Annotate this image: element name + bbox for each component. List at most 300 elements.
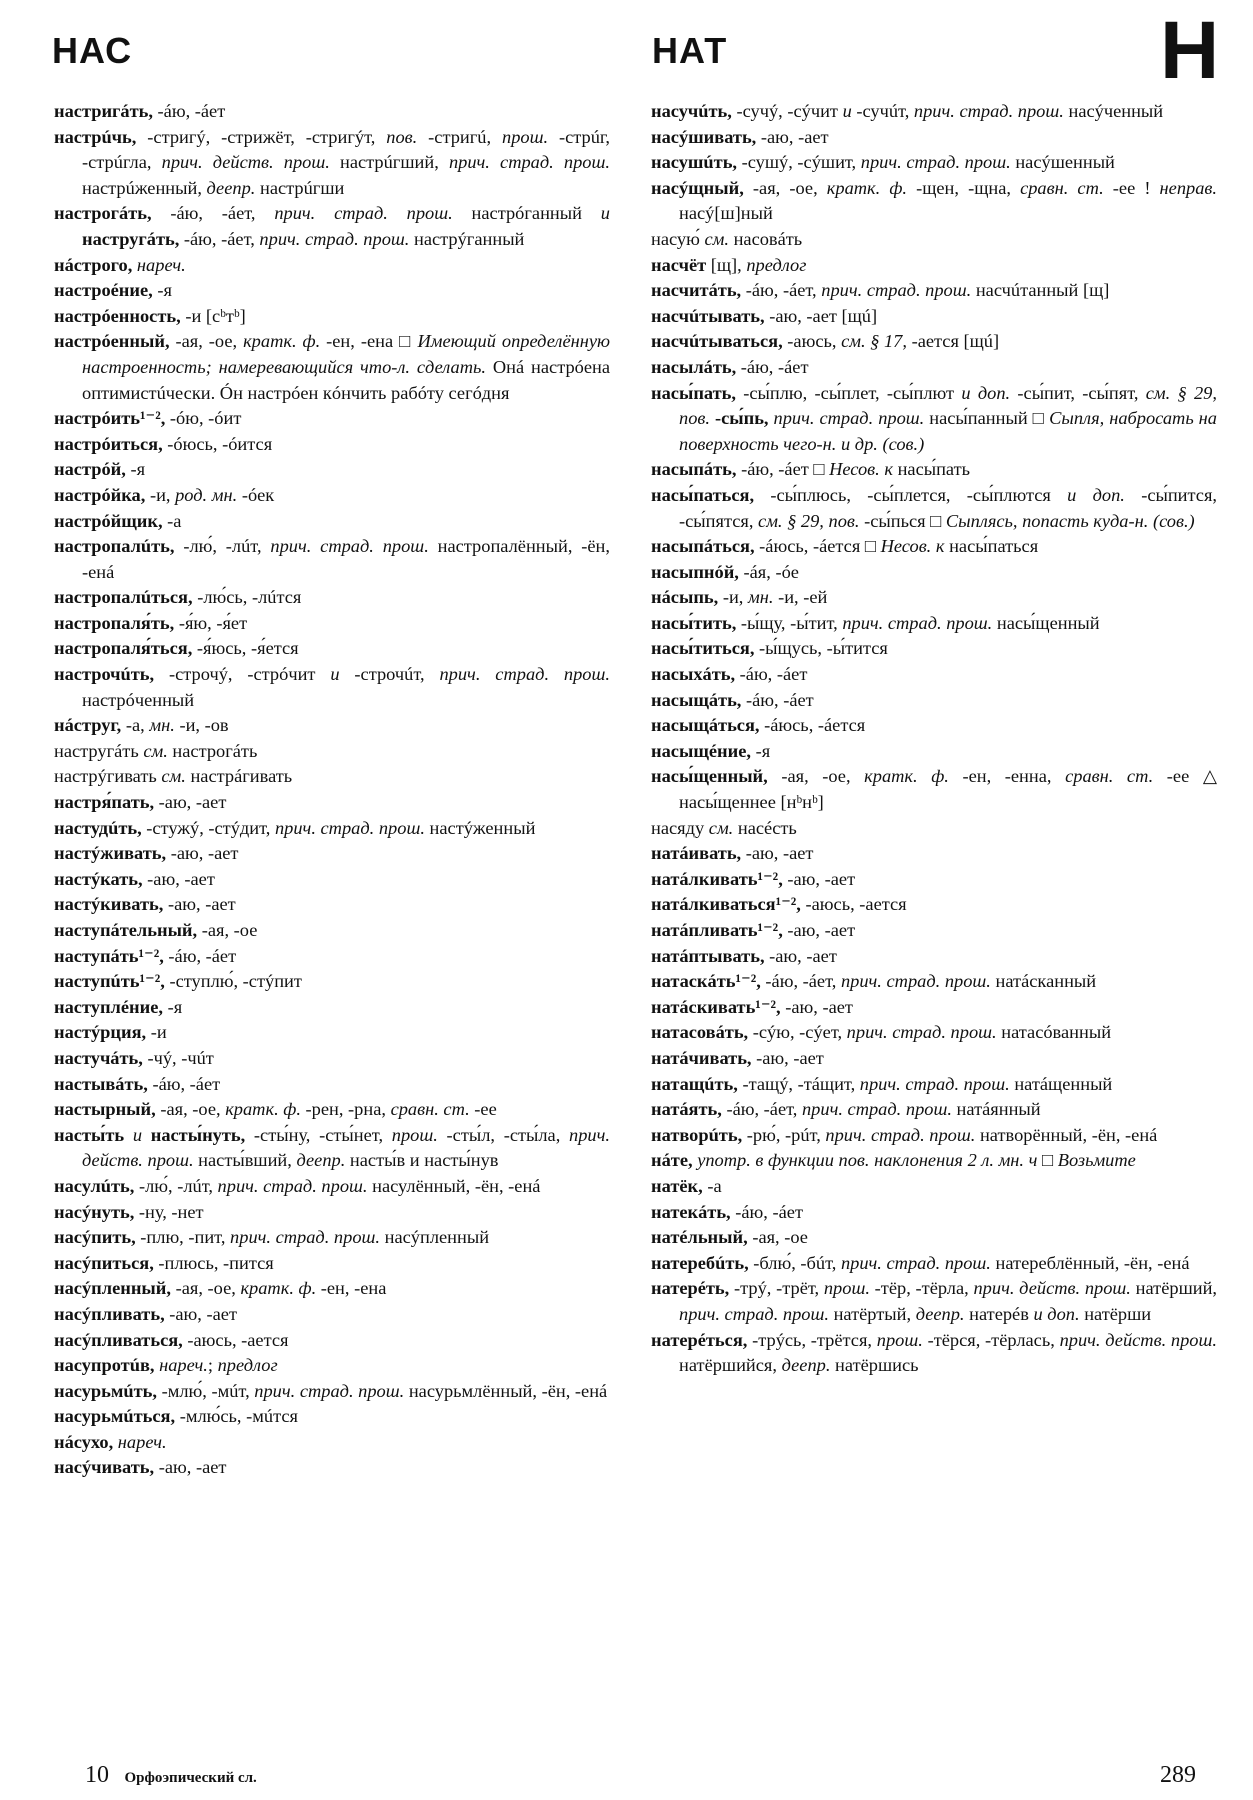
dictionary-entry — [651, 918, 1217, 944]
grammar-label: см. — [143, 740, 168, 761]
dictionary-entry — [651, 483, 1217, 534]
entry-text: -ая, -ое — [197, 920, 258, 940]
entry-text: -аю, -ает — [154, 1457, 227, 1478]
grammar-label: сравн. ст. — [1020, 177, 1104, 198]
entry-text: -стригý, -стрижёт, -стригýт, — [136, 126, 387, 147]
entry-text: -áю, -áет — [736, 356, 809, 377]
grammar-label: Несов. к — [829, 459, 893, 480]
grammar-label: прич. страд. прош. — [274, 203, 453, 224]
entry-text: -áю, -áет, — [721, 1099, 802, 1120]
entry-text: Онá настрóена оптимистúчески. Óн настрóен кóнчить рабóту сегóдня — [82, 356, 611, 403]
entry-text: натёрший, — [1130, 1278, 1218, 1299]
entry-text: -рен, -рна, — [300, 1099, 391, 1120]
entry-text: настрúженный, — [82, 177, 207, 198]
entry-text: -ен, -енна, — [948, 766, 1066, 787]
grammar-label: прич. страд. прош. — [860, 152, 1011, 173]
dictionary-entry — [651, 739, 1217, 765]
headword: натéльный, — [651, 1227, 748, 1248]
headword: настрочúть, — [54, 664, 155, 685]
headword: насурьмúться, — [54, 1406, 176, 1427]
headword: насылáть, — [651, 356, 737, 377]
headword: насыщáться, — [651, 715, 760, 736]
entry-text: -ая, -ое — [747, 1227, 808, 1248]
headword: насы́пать, — [651, 382, 736, 403]
grammar-label: деепр. — [296, 1150, 346, 1171]
entry-text: -ается [щú] — [906, 331, 1000, 352]
entry-text: -аю, -ает — [780, 996, 853, 1017]
entry-text: насты́вший, — [193, 1150, 297, 1171]
page-number-left: 10 — [85, 1762, 109, 1788]
entry-text: -ее — [469, 1099, 497, 1120]
grammar-label: прич. страд. прош. — [846, 1022, 997, 1043]
right-column — [651, 99, 1217, 1379]
grammar-label: предлог — [217, 1355, 278, 1376]
headword: натáскивать¹⁻², — [651, 996, 781, 1017]
entry-text: -а, — [121, 715, 150, 736]
grammar-label: Имеющий определённую настроенность; намеревающийся что-л. сделать. — [82, 331, 610, 377]
dictionary-entry — [54, 739, 610, 765]
dictionary-entry — [651, 713, 1217, 739]
entry-text: -и, — [145, 484, 176, 505]
entry-text: -я́юсь, -я́ется — [192, 638, 299, 659]
headword: натерéть, — [651, 1278, 730, 1299]
dictionary-entry — [651, 688, 1217, 714]
headword: насýчивать, — [54, 1457, 155, 1478]
entry-text: насéсть — [733, 817, 797, 838]
headword: настропалúть, — [54, 536, 175, 557]
dictionary-entry — [651, 150, 1217, 176]
entry-text: -аю, -ает — [782, 920, 856, 940]
entry-text: насчúтанный [щ] — [971, 280, 1110, 301]
entry-text: насýпленный — [380, 1227, 490, 1248]
dictionary-entry — [54, 1276, 610, 1302]
entry-text: натворённый, -ён, -енá — [975, 1124, 1158, 1145]
entry-text: -тащý, -тáщит, — [737, 1073, 860, 1094]
headword: насты́нуть, — [142, 1124, 246, 1145]
grammar-label: и доп. — [1033, 1303, 1080, 1324]
grammar-label: прич. страд. прош. — [840, 1252, 991, 1273]
headword: натáлкиваться¹⁻², — [651, 894, 801, 915]
headword: натащúть, — [651, 1073, 738, 1094]
dictionary-entry — [651, 99, 1217, 125]
headword: насыпнóй, — [651, 561, 739, 582]
headword: насýнуть, — [54, 1201, 135, 1222]
entry-text: -ы́щусь, -ы́тится — [754, 638, 888, 659]
entry-text: -аю, -ает — [166, 843, 239, 864]
headword: настрогáть, — [54, 203, 152, 224]
entry-text: насулённый, -ён, -енá — [367, 1175, 541, 1196]
entry-text: насты́в и насты́нув — [345, 1150, 499, 1171]
headword: настучáть, — [54, 1047, 143, 1068]
entry-text: -ая, -ое, — [169, 331, 244, 352]
entry-text: насы́панный □ — [924, 408, 1050, 429]
entry-text: -я — [162, 996, 183, 1017]
dictionary-entry — [651, 176, 1217, 227]
dictionary-entry — [651, 1072, 1217, 1098]
grammar-label: прич. действ. прош. — [82, 1124, 610, 1171]
dictionary-entry — [651, 304, 1217, 330]
dictionary-entry — [651, 1225, 1217, 1251]
headword: настропаля́ться, — [54, 638, 193, 659]
entry-text: -ая, -ое, — [743, 177, 827, 198]
grammar-label: и — [842, 101, 852, 121]
entry-text: -лю́сь, -лúтся — [192, 587, 302, 608]
dictionary-entry — [54, 1046, 610, 1072]
grammar-label: Возьмите — [1057, 1150, 1136, 1171]
grammar-label: и доп. — [961, 382, 1011, 403]
dictionary-entry — [54, 125, 610, 202]
entry-text: -ая, -ое, — [767, 766, 865, 787]
entry-text: натáсканный — [990, 971, 1097, 992]
entry-text: насяду — [651, 817, 709, 838]
dictionary-entry — [651, 764, 1217, 815]
entry-text: настрýганный — [409, 228, 525, 249]
dictionary-entry — [54, 1430, 610, 1456]
entry-text: -ен, -ена — [316, 1278, 387, 1299]
headword: настря́пать, — [54, 792, 155, 813]
grammar-label: прич. страд. прош. — [768, 408, 925, 429]
section-letter: Н — [1160, 5, 1220, 96]
dictionary-entry — [54, 1455, 610, 1481]
dictionary-entry — [54, 304, 610, 330]
headword: насупротúв, — [54, 1355, 155, 1376]
dictionary-entry — [54, 764, 610, 790]
left-column — [54, 99, 610, 1481]
headword: натеребúть, — [651, 1252, 749, 1273]
headword: настýживать, — [54, 843, 167, 864]
entry-text: -ступлю́, -стýпит — [164, 971, 302, 992]
entry-text: -аю, -ает — [756, 126, 829, 147]
entry-text: -áю, -áет, — [151, 203, 275, 224]
dictionary-entry — [651, 381, 1217, 458]
dictionary-entry — [651, 1251, 1217, 1277]
dictionary-entry — [54, 636, 610, 662]
entry-text: -и, -ов — [174, 715, 229, 736]
entry-text: -аюсь, — [782, 331, 842, 352]
entry-text: -аю, -ает — [751, 1047, 824, 1068]
entry-text: -сушý, -сýшит, — [737, 152, 861, 173]
dictionary-entry — [651, 278, 1217, 304]
dictionary-entry — [54, 892, 610, 918]
entry-text: -рю́, -рúт, — [742, 1124, 826, 1145]
entry-text: настругáть — [54, 740, 144, 761]
entry-text: -сучúт, — [851, 101, 914, 121]
dictionary-entry — [54, 457, 610, 483]
grammar-label: Сыплясь, попасть куда-н. (сов.) — [945, 510, 1195, 531]
headword: насчитáть, — [651, 280, 742, 301]
entry-text: -аю, -ает — [782, 868, 856, 889]
headword: настрóйка, — [54, 484, 146, 505]
headword: насыщáть, — [651, 689, 742, 710]
dictionary-entry — [651, 1200, 1217, 1226]
headword: наступлéние, — [54, 996, 163, 1017]
entry-text: -я — [750, 740, 771, 761]
dictionary-entry — [54, 1123, 610, 1174]
grammar-label: см. § 29, пов. — [679, 382, 1217, 429]
grammar-label: см. — [708, 817, 734, 838]
entry-text: -áю, -áет — [147, 1073, 221, 1094]
entry-text: натёршийся, — [679, 1355, 782, 1376]
grammar-label: деепр. — [206, 177, 256, 198]
headword: настрóиться, — [54, 433, 163, 454]
headword: насыпáться, — [651, 536, 755, 557]
grammar-label: нареч. — [113, 1431, 167, 1452]
headword: натáлкивать¹⁻², — [651, 868, 783, 889]
grammar-label: прич. страд. прош. — [679, 1303, 829, 1324]
grammar-label: прич. страд. прош. — [230, 1227, 381, 1248]
grammar-label: прич. действ. прош. — [973, 1278, 1131, 1299]
page-number-right: 289 — [1160, 1762, 1196, 1788]
entry-text: -ен, -ена □ — [320, 331, 418, 352]
headword: насыхáть, — [651, 664, 736, 685]
entry-text: -тёрся, -тёрлась, — [922, 1329, 1060, 1350]
dictionary-entry — [54, 585, 610, 611]
headword: настрóй, — [54, 459, 126, 480]
dictionary-entry — [651, 867, 1217, 893]
running-head-left: НАС — [52, 30, 133, 71]
headword: натáчивать, — [651, 1047, 752, 1068]
dictionary-entry — [54, 611, 610, 637]
entry-text: -áю, -áет, — [741, 280, 822, 301]
grammar-label: прош. — [391, 1124, 438, 1145]
entry-text: настрúгши — [255, 177, 345, 198]
entry-text: настýженный — [424, 817, 536, 838]
grammar-label: нареч. — [154, 1355, 208, 1376]
headword: насы́титься, — [651, 638, 755, 659]
dictionary-entry — [651, 636, 1217, 662]
grammar-label: пов. — [386, 126, 418, 147]
entry-text: -áю, -áет, — [179, 228, 260, 249]
grammar-label: мн. — [149, 715, 175, 736]
entry-text: -óю, -óит — [165, 408, 242, 429]
entry-text: -я — [152, 280, 172, 301]
headword: настывáть, — [54, 1073, 148, 1094]
dictionary-entry — [651, 457, 1217, 483]
grammar-label: см. — [704, 228, 729, 249]
grammar-label: прич. страд. прош. — [448, 152, 610, 173]
entry-text: натáянный — [951, 1099, 1041, 1120]
footer-left — [85, 1762, 257, 1789]
entry-text: -плюсь, -пится — [153, 1252, 274, 1273]
grammar-label: кратк. ф. — [225, 1099, 301, 1120]
entry-text: -строчý, -стрóчит — [154, 664, 331, 685]
dictionary-entry — [651, 944, 1217, 970]
entry-text: настропалённый, -ён, -енá — [82, 536, 610, 582]
headword: насучúть, — [651, 101, 732, 121]
headword: настýкивать, — [54, 894, 164, 915]
headword: настырный, — [54, 1099, 156, 1120]
entry-text: -ая, -ое, — [170, 1278, 241, 1299]
entry-text: -аю, -ает — [164, 1303, 237, 1324]
entry-text: -сы́плюсь, -сы́плется, -сы́плются — [754, 484, 1068, 505]
dictionary-entry — [651, 125, 1217, 151]
entry-text: -трý, -трёт, — [729, 1278, 824, 1299]
entry-text: насýченный — [1063, 101, 1164, 121]
entry-text: -аюсь, -ается — [182, 1329, 289, 1350]
grammar-label: прич. страд. прош. — [859, 1073, 1010, 1094]
grammar-label: прич. страд. прош. — [821, 280, 972, 301]
grammar-label: прич. страд. прош. — [274, 817, 425, 838]
dictionary-entry — [54, 1200, 610, 1226]
entry-text: -áюсь, -áется □ — [754, 536, 881, 557]
entry-text: -аю, -ает — [142, 868, 215, 889]
headword: насыпáть, — [651, 459, 737, 480]
entry-text: -и, — [718, 587, 748, 608]
dictionary-entry — [651, 1046, 1217, 1072]
entry-text: ; — [207, 1355, 218, 1376]
entry-text: насы́пать — [892, 459, 971, 480]
grammar-label: прич. действ. прош. — [161, 152, 330, 173]
entry-text: -млю́, -мúт, — [156, 1380, 255, 1401]
entry-text: -óек — [237, 484, 275, 505]
entry-text: натасóванный — [996, 1022, 1112, 1043]
dictionary-entry — [651, 816, 1217, 842]
entry-text: настрóченный — [82, 689, 195, 710]
entry-text: -аю, -ает — [764, 945, 837, 966]
dictionary-entry — [54, 483, 610, 509]
grammar-label: прич. страд. прош. — [270, 536, 429, 557]
grammar-label: прич. страд. прош. — [840, 971, 991, 992]
grammar-label: деепр. — [915, 1303, 965, 1324]
headword: наступúть¹⁻², — [54, 971, 165, 992]
dictionary-entry — [651, 1020, 1217, 1046]
entry-text: -ну, -нет — [134, 1201, 204, 1222]
dictionary-entry — [651, 1174, 1217, 1200]
dictionary-entry — [651, 662, 1217, 688]
entry-text: насы́паться — [944, 536, 1039, 557]
entry-text: -áю, -áет — [163, 945, 237, 966]
dictionary-entry — [651, 892, 1217, 918]
entry-text: натáщенный — [1009, 1073, 1113, 1094]
grammar-label: прич. страд. прош. — [259, 228, 410, 249]
running-head-right: НАТ — [652, 30, 728, 71]
dictionary-entry — [651, 253, 1217, 279]
dictionary-entry — [54, 1072, 610, 1098]
grammar-label: нареч. — [132, 254, 186, 275]
entry-text: -стрúг, -стрúгла, — [82, 126, 610, 173]
entry-text: натерéв — [964, 1303, 1034, 1324]
headword: натáять, — [651, 1099, 722, 1120]
dictionary-entry — [54, 406, 610, 432]
headword: натёк, — [651, 1175, 703, 1196]
entry-text: -сы́пься □ — [859, 510, 946, 531]
headword: насты́ть — [54, 1124, 133, 1145]
entry-text: -а — [162, 510, 182, 531]
entry-text: -я — [125, 459, 146, 480]
dictionary-entry — [54, 329, 610, 406]
dictionary-entry — [54, 253, 610, 279]
entry-text: -стригú, — [417, 126, 502, 147]
dictionary-entry — [54, 662, 610, 713]
grammar-label: прош. — [876, 1329, 923, 1350]
dictionary-entry — [54, 995, 610, 1021]
entry-text: -аю, -ает — [154, 792, 227, 813]
headword: -сы́пь, — [709, 408, 769, 429]
entry-text: натёршись — [830, 1355, 919, 1376]
headword: насыщéние, — [651, 740, 751, 761]
headword: настропаля́ть, — [54, 612, 175, 633]
grammar-label: сравн. ст. — [1065, 766, 1154, 787]
entry-text: настрúгший, — [329, 152, 449, 173]
headword: натáптывать, — [651, 945, 765, 966]
headword: настудúть, — [54, 817, 142, 838]
headword: нáте, — [651, 1150, 693, 1171]
dictionary-entry — [54, 201, 610, 252]
dictionary-entry — [54, 1174, 610, 1200]
entry-text: натёрши — [1079, 1303, 1152, 1324]
entry-text: -áю, -áет — [735, 664, 808, 685]
dictionary-entry — [54, 1302, 610, 1328]
dictionary-entry — [54, 432, 610, 458]
grammar-label: Сыпля, набросать на поверхность чего-н. и др. (сов.) — [679, 408, 1218, 454]
headword: натерéться, — [651, 1329, 748, 1350]
entry-text: -сты́л, -сты́ла, — [437, 1124, 570, 1145]
dictionary-entry — [54, 1353, 610, 1379]
entry-text: настрóганный — [452, 203, 601, 224]
entry-text: -áю, -áет — [730, 1201, 803, 1222]
entry-text: -строчúт, — [339, 664, 440, 685]
dictionary-entry — [651, 995, 1217, 1021]
dictionary-entry — [54, 918, 610, 944]
dictionary-entry — [54, 1251, 610, 1277]
headword: настроéние, — [54, 280, 153, 301]
headword: натекáть, — [651, 1201, 731, 1222]
entry-text: -сты́ну, -сты́нет, — [245, 1124, 392, 1145]
entry-text: настрýгивать — [54, 766, 162, 787]
dictionary-entry — [651, 1276, 1217, 1327]
entry-text: -блю́, -бúт, — [748, 1252, 841, 1273]
headword: настýкать, — [54, 868, 143, 889]
grammar-label: неправ. — [1159, 177, 1217, 198]
grammar-label: деепр. — [781, 1355, 831, 1376]
headword: насýпить, — [54, 1227, 136, 1248]
headword: насчúтываться, — [651, 331, 783, 352]
dictionary-entry — [651, 1328, 1217, 1379]
dictionary-entry — [54, 841, 610, 867]
headword: нáсыпь, — [651, 587, 719, 608]
headword: нáсухо, — [54, 1431, 114, 1452]
entry-text: насурьмлённый, -ён, -енá — [404, 1380, 608, 1401]
dictionary-entry — [651, 969, 1217, 995]
headword: настýрция, — [54, 1022, 147, 1043]
dictionary-entry — [54, 1328, 610, 1354]
dictionary-entry — [651, 1148, 1217, 1174]
headword: нáстрого, — [54, 254, 133, 275]
entry-text: -я́ю, -я́ет — [174, 612, 248, 633]
headword: настропалúться, — [54, 587, 193, 608]
entry-text: -плю, -пит, — [135, 1227, 231, 1248]
dictionary-entry — [54, 278, 610, 304]
grammar-label: употр. в функции пов. наклонения 2 л. мн. ч — [692, 1150, 1038, 1171]
entry-text: насý[ш]ный — [679, 203, 773, 224]
grammar-label: см. § 29, пов. — [758, 510, 860, 531]
headword: настрóенность, — [54, 305, 181, 326]
headword: натворúть, — [651, 1124, 743, 1145]
entry-text: насовáть — [728, 228, 803, 249]
entry-text: -áю, -áет — [741, 689, 814, 710]
entry-text: -аю, -ает — [741, 843, 814, 864]
dictionary-entry — [54, 1404, 610, 1430]
grammar-label: прич. страд. прош. — [217, 1175, 368, 1196]
dictionary-entry — [54, 944, 610, 970]
dictionary-entry — [54, 1379, 610, 1405]
entry-text: -сы́пит, -сы́пят, — [1010, 382, 1146, 403]
entry-text: -а — [702, 1175, 722, 1196]
entry-text: -лю́, -лúт, — [174, 536, 271, 557]
headword: натáивать, — [651, 843, 742, 864]
dictionary-entry — [54, 509, 610, 535]
grammar-label: Несов. к — [880, 536, 945, 557]
